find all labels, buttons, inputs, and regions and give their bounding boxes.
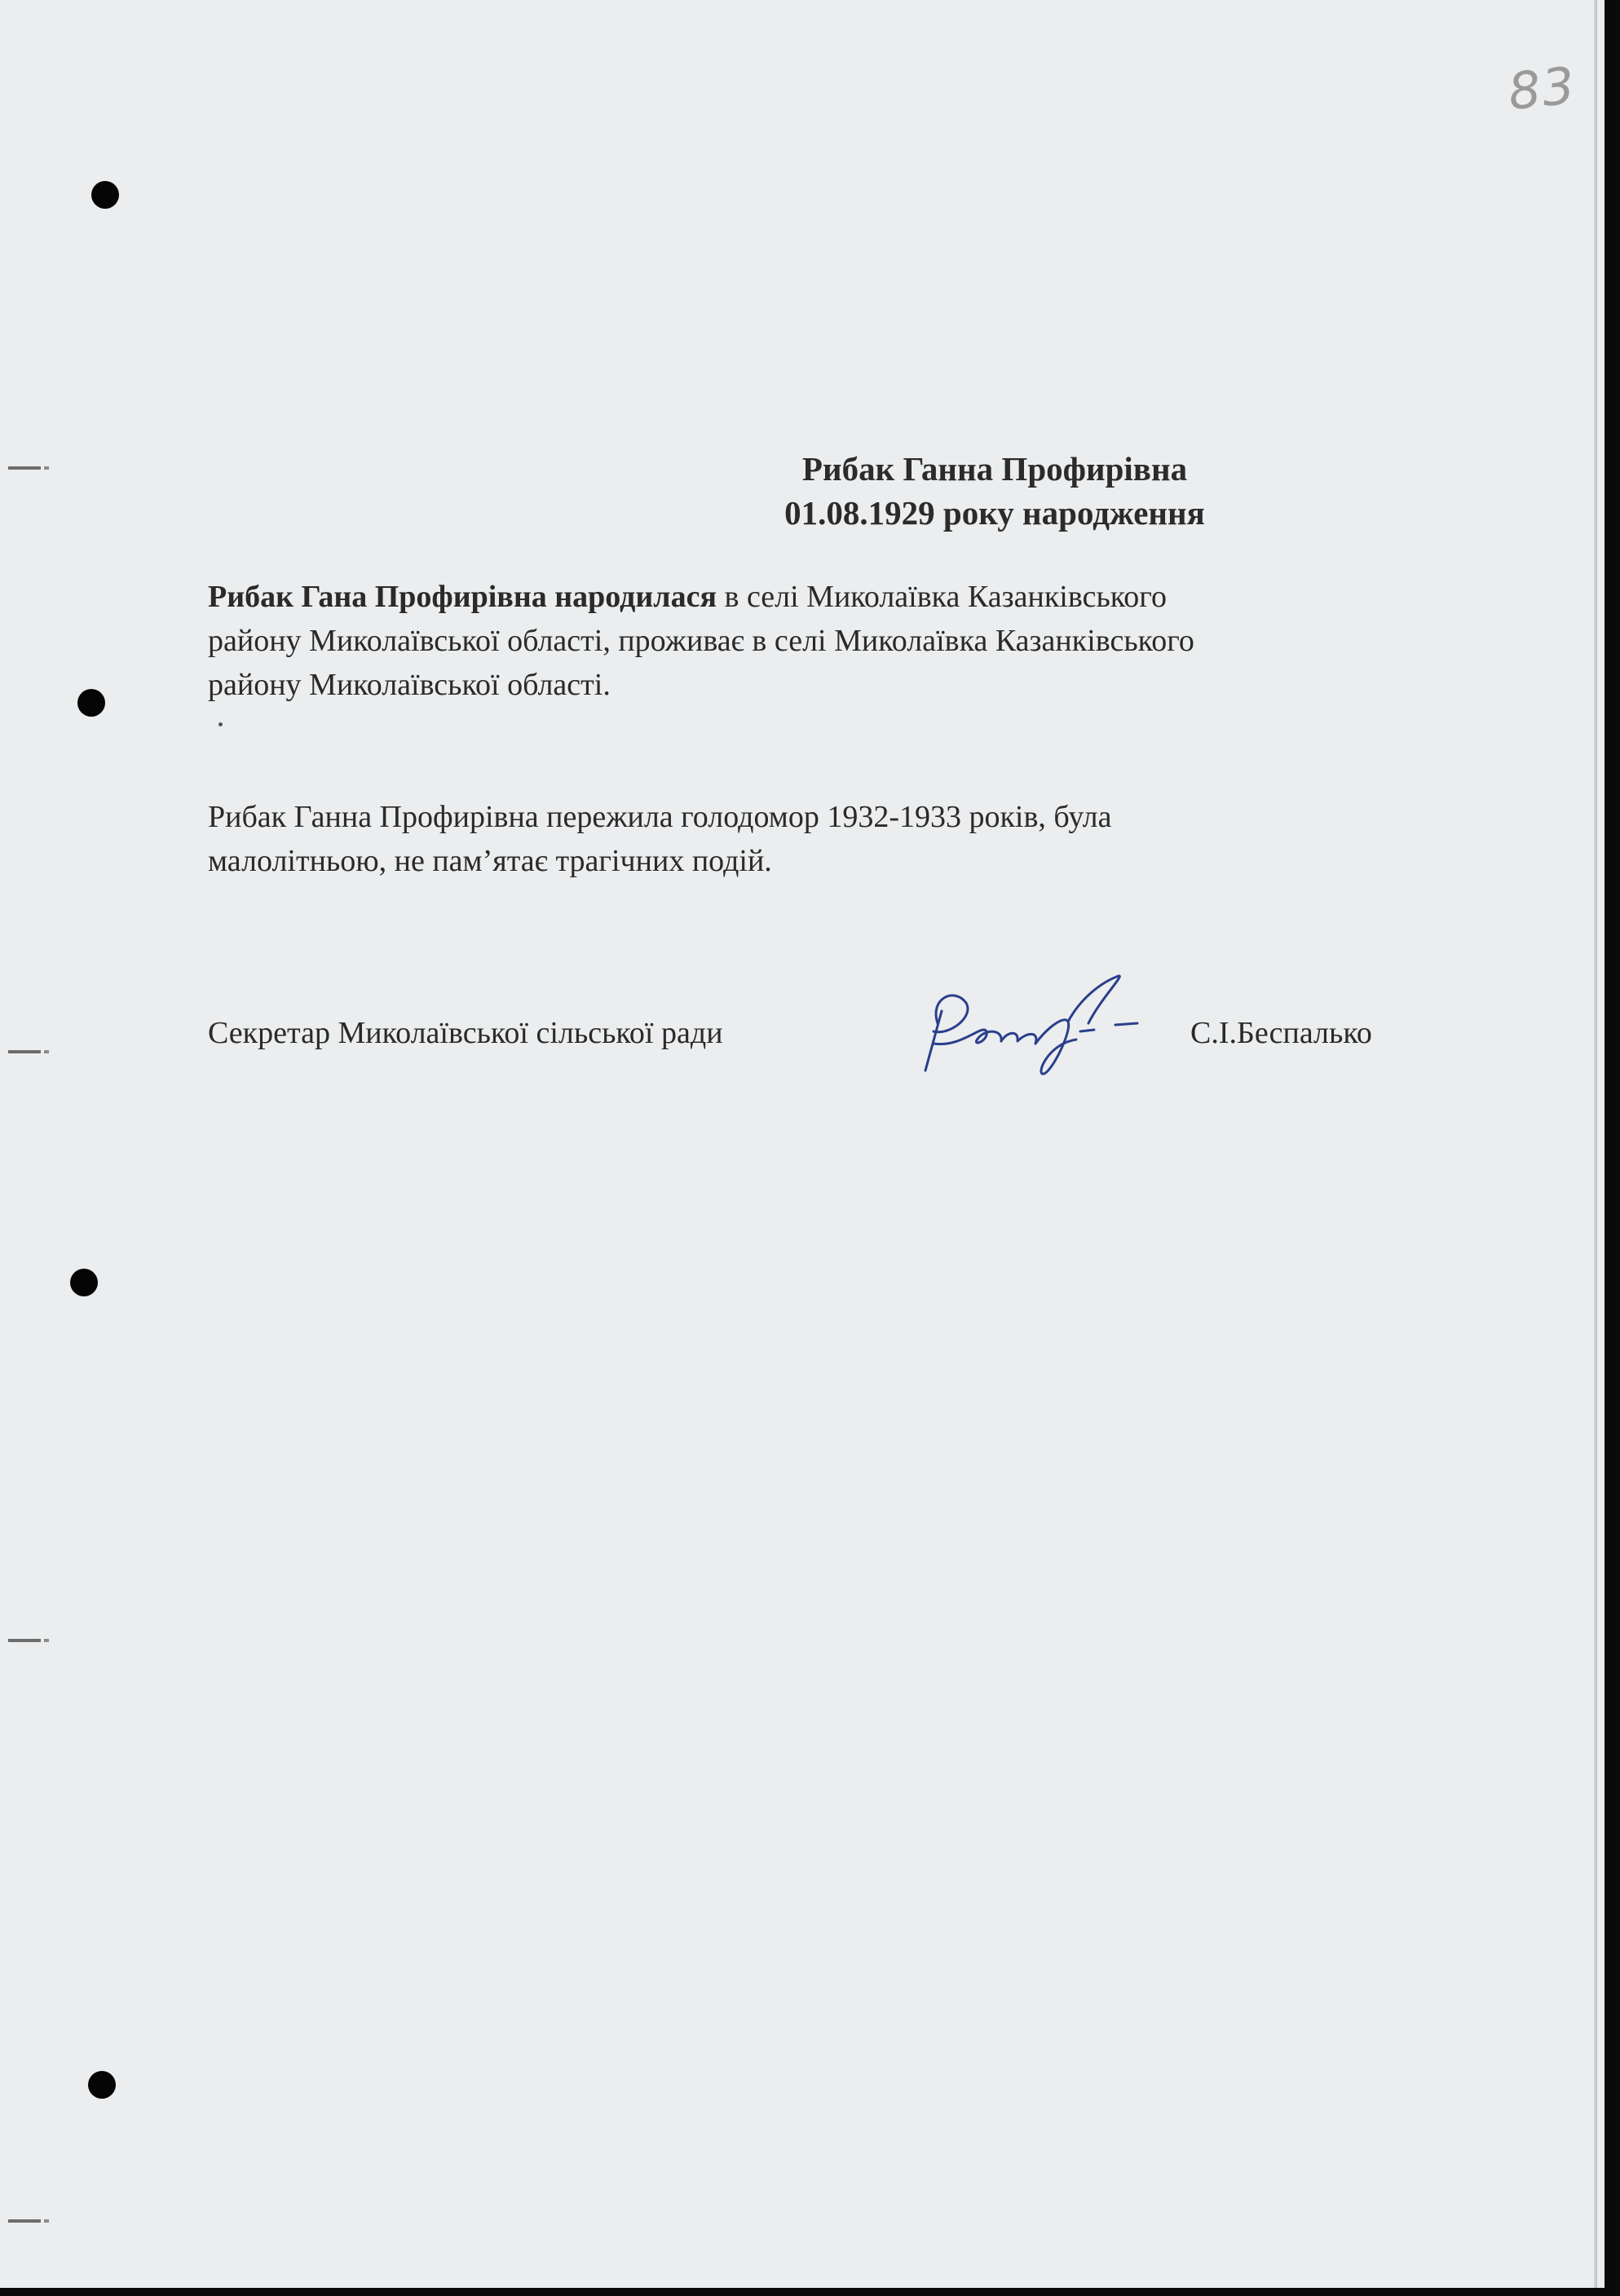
punch-hole — [70, 1269, 98, 1296]
margin-tick — [8, 1050, 41, 1053]
punch-hole — [88, 2071, 116, 2099]
paragraph-line: Рибак Ганна Профирівна пережила голодомор 1932-1933 років, була — [208, 800, 1112, 834]
bold-name-lead: Рибак Гана Профирівна народилася — [208, 580, 717, 614]
paragraph-line: району Миколаївської області, проживає в селі Миколаївка Казанківського — [208, 624, 1194, 658]
paragraph-line: району Миколаївської області. — [208, 668, 611, 702]
holodomor-paragraph — [208, 795, 1447, 883]
page-edge — [1594, 0, 1597, 2288]
page-number: 83 — [1505, 55, 1579, 122]
birth-residence-paragraph — [208, 575, 1447, 707]
signatory-title: Секретар Миколаївської сільської ради — [208, 1016, 723, 1050]
signatory-name: С.І.Беспалько — [1190, 1016, 1372, 1050]
paragraph-line — [208, 575, 1447, 619]
document-heading — [0, 447, 1620, 535]
paragraph-text: в селі Миколаївка Казанківського — [717, 580, 1167, 614]
margin-tick — [8, 2219, 41, 2223]
person-name: Рибак Ганна Профирівна — [801, 450, 1188, 488]
margin-tick — [8, 1639, 41, 1642]
punch-hole — [77, 689, 105, 717]
punch-hole — [91, 181, 119, 209]
stray-dot — [219, 722, 223, 726]
birth-date-line: 01.08.1929 року народження — [784, 494, 1205, 532]
handwritten-signature — [905, 966, 1174, 1080]
paragraph-line: малолітньою, не пам’ятає трагічних подій. — [208, 844, 772, 878]
